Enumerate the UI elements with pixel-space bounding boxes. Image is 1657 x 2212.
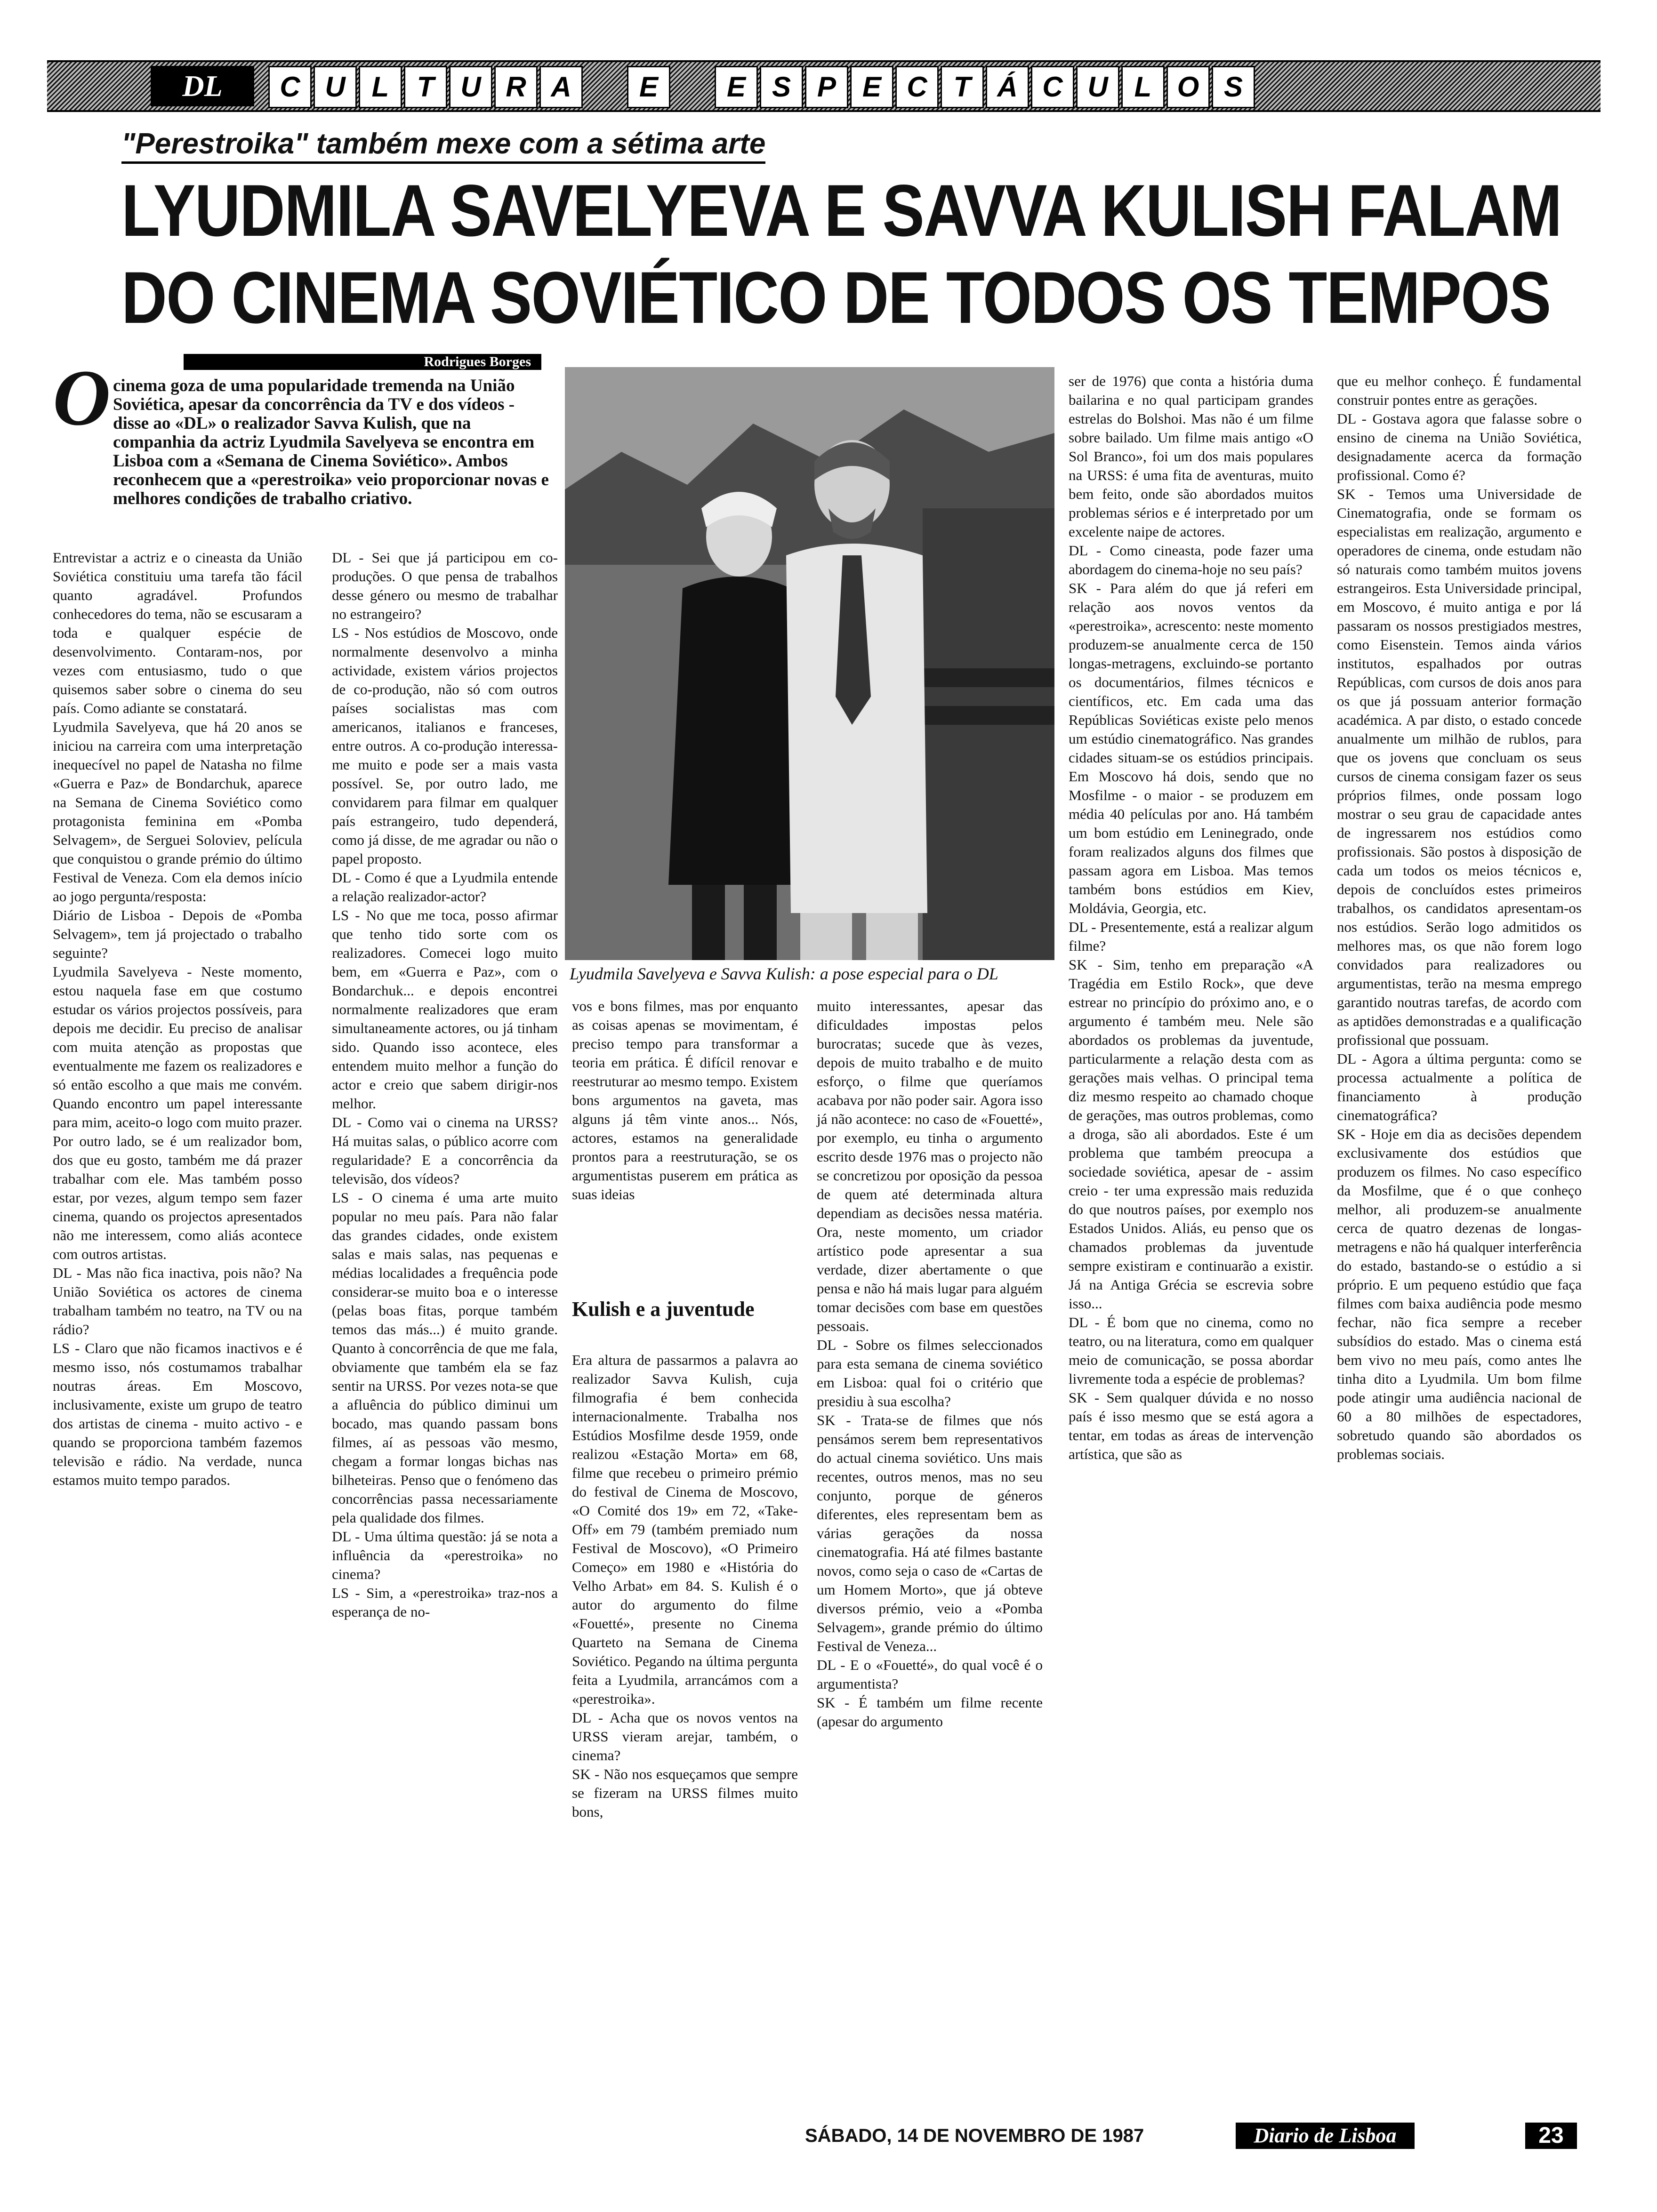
- section-letter: C: [268, 66, 312, 108]
- footer-masthead: Diario de Lisboa: [1236, 2123, 1415, 2149]
- column-6: que eu melhor conheço. É fundamental construir pontes entre as gerações. DL - Gostava agora que falasse sobre o ensino de cinema na União Soviética, designadamente acerca da formação profissional. Como é? SK - Temos uma Universidade de Cinematografia, onde se formam os especialistas em realização, argumento e operadores de cinema, onde estudam não só naturais como também muitos jovens estrangeiros. Esta Universidade principal, em Moscovo, é muito antiga e por lá passaram os nossos prestigiados mestres, como Eisenstein. Temos ainda vários institutos, espalhados por outras Repúblicas, com cursos de dois anos para os que já possuam anterior formação académica. A par disto, o estado concede anualmente um milhão de rublos, para que os jovens que concluam os seus cursos de cinema consigam fazer os seus próprios filmes, onde possam logo mostrar o seu grau de capacidade antes de ingressarem nos estúdios como profissionais. São postos à disposição de cada um todos os meios técnicos e, depois de concluídos estes primeiros trabalhos, os candidatos apresentam-os nos estúdios. Serão logo admitidos os melhores mas, os que não forem logo convidados para realizadores ou argumentistas, terão na mesma emprego garantido noutras tarefas, de acordo com as aptidões demonstradas e a qualificação profissional que possuam. DL - Agora a última pergunta: como se processa actualmente a política de financiamento à produção cinematográfica? SK - Hoje em dia as decisões dependem exclusivamente dos estúdios que produzem os filmes. No caso específico da Mosfilme, que é o que conheço melhor, ali produzem-se anualmente cerca de quatro dezenas de longas-metragens e não há qualquer interferência do estado, bastando-se o estúdio a si próprio. E um pequeno estúdio que faça filmes com baixa audiência pode mesmo fechar, não fica sempre a receber subsídios do estado. Mas o cinema está bem vivo no meu país, como antes lhe tinha dito a Lyudmila. Um bom filme pode atingir uma audiência nacional de 60 a 80 milhões de espectadores, sobretudo quando são abordados os problemas sociais.: [1337, 373, 1582, 1462]
- section-letter: U: [314, 66, 357, 108]
- article-photo: [565, 367, 1054, 960]
- subheading: Kulish e a juventude: [572, 1298, 755, 1321]
- section-letter: C: [1031, 66, 1074, 108]
- section-letter: L: [359, 66, 402, 108]
- section-letter: S: [760, 66, 803, 108]
- section-letter: C: [895, 66, 939, 108]
- section-letter: E: [715, 66, 758, 108]
- photo-illustration: [565, 367, 1054, 960]
- section-letter: P: [805, 66, 848, 108]
- section-letter: Á: [986, 66, 1029, 108]
- column-2: DL - Sei que já participou em co-produções. O que pensa de trabalhos desse género ou mesmo de trabalhar no estrangeiro? LS - Nos estúdios de Moscovo, onde normalmente desenvolvo a minha actividade, existem vários projectos de co-produção, não só com outros países socialistas mas com americanos, italianos e franceses, entre outros. A co-produção interessa-me muito e pode ser a mais vasta possível. Se, por outro lado, me convidarem para filmar em qualquer país estrangeiro, tudo dependerá, como já disse, de me agradar ou não o papel proposto. DL - Como é que a Lyudmila entende a relação realizador-actor? LS - No que me toca, posso afirmar que tenho tido sorte com os realizadores. Comecei logo muito bem, em «Guerra e Paz», com o Bondarchuk... e depois encontrei normalmente realizadores que eram simultaneamente actores, ou já tinham sido. Quando isso acontece, eles entendem muito melhor a função do actor e creio que sabem dirigir-nos melhor. DL - Como vai o cinema na URSS? Há muitas salas, o público acorre com regularidade? E a concorrência da televisão, dos vídeos? LS - O cinema é uma arte muito popular no meu país. Para não falar das grandes cidades, onde existem salas e mais salas, nas pequenas e médias localidades a frequência pode considerar-se muito boa e o interesse (pelas boas fitas, porque também temos das más...) é muito grande. Quanto à concorrência de que me fala, obviamente que também ela se faz sentir na URSS. Por vezes nota-se que a afluência do público diminui um bocado, mas quando passam bons filmes, aí as pessoas vão mesmo, chegam a formar longas bichas nas bilheteiras. Penso que o fenómeno das concorrências passa necessariamente pela qualidade dos filmes. DL - Uma última questão: já se nota a influência da «perestroika» no cinema? LS - Sim, a «perestroika» traz-nos a esperança de no-: [332, 549, 558, 1620]
- section-letter: U: [449, 66, 492, 108]
- photo-caption: Lyudmila Savelyeva e Savva Kulish: a pose especial para o DL: [570, 964, 998, 983]
- section-header: [47, 60, 1601, 112]
- column-3-bottom: Era altura de passarmos a palavra ao realizador Savva Kulish, cuja filmografia é bem conhecida internacionalmente. Trabalha nos Estúdios Mosfilme desde 1959, onde realizou «Estação Morta» em 68, filme que recebeu o primeiro prémio do festival de Cinema de Moscovo, «O Comité dos 19» em 72, «Take-Off» em 79 (também premiado num Festival de Moscovo), «O Primeiro Começo» em 1980 e «História do Velho Arbat» em 84. S. Kulish é o autor do argumento do filme «Fouetté», presente no Cinema Quarteto na Semana de Cinema Soviético. Pegando na última pergunta feita a Lyudmila, arrancámos com a «perestroika». DL - Acha que os novos ventos na URSS vieram arejar, também, o cinema? SK - Não nos esqueçamos que sempre se fizeram na URSS filmes muito bons,: [572, 1352, 798, 1820]
- lead-paragraph: cinema goza de uma popularidade tremenda na União Soviética, apesar da concorrência da TV e dos vídeos - disse ao «DL» o realizador Savva Kulish, que na companhia da actriz Lyudmila Savelyeva se encontra em Lisboa com a «Semana de Cinema Soviético». Ambos reconhecem que a «perestroika» veio proporcionar novas e melhores condições de trabalho criativo.: [113, 376, 549, 508]
- section-letter-gap: [585, 66, 625, 105]
- section-letter: S: [1212, 66, 1255, 108]
- section-letter-gap: [672, 66, 713, 105]
- footer-date: SÁBADO, 14 DE NOVEMBRO DE 1987: [805, 2125, 1144, 2146]
- section-letter: U: [1076, 66, 1119, 108]
- section-title-letters: [268, 66, 1255, 108]
- section-letter: L: [1121, 66, 1165, 108]
- column-4: muito interessantes, apesar das dificuldades impostas pelos burocratas; sucede que às vezes, depois de muito trabalho e de muito esforço, o filme que queríamos acabava por não poder sair. Agora isso já não acontece: no caso de «Fouetté», por exemplo, eu tinha o argumento escrito desde 1976 mas o projecto não se concretizou por oposição da pessoa de quem até determinada altura dependiam as decisões nessa matéria. Ora, neste momento, um criador artístico pode apresentar a sua verdade, dizer abertamente o que pensa e não há mais lugar para alguém tomar decisões com base em questões pessoais. DL - Sobre os filmes seleccionados para esta semana de cinema soviético em Lisboa: qual foi o critério que presidiu à sua escolha? SK - Trata-se de filmes que nós pensámos serem bem representativos do actual cinema soviético. Uns mais recentes, outros menos, mas no seu conjunto, porque de géneros diferentes, eles representam bem as várias gerações da nossa cinematografia. Há até filmes bastante novos, como seja o caso de «Cartas de um Homem Morto», que já obteve diversos prémio, veio a «Pomba Selvagem», grande prémio do último Festival de Veneza... DL - E o «Fouetté», do qual você é o argumentista? SK - É também um filme recente (apesar do argumento: [817, 998, 1043, 1730]
- section-letter: E: [850, 66, 893, 108]
- byline: Rodrigues Borges: [184, 354, 541, 370]
- section-letter: O: [1166, 66, 1210, 108]
- page-number: 23: [1525, 2123, 1577, 2149]
- section-letter: T: [941, 66, 984, 108]
- headline-line-2: DO CINEMA SOVIÉTICO DE TODOS OS TEMPOS: [121, 257, 1551, 339]
- dl-logo: DL: [151, 66, 254, 106]
- column-1: Entrevistar a actriz e o cineasta da União Soviética constituiu uma tarefa tão fácil quanto agradável. Profundos conhecedores do tema, não se escusaram a toda e qualquer espécie de desenvolvimento. Contaram-nos, por vezes com entusiasmo, tudo o que quisemos saber sobre o cinema do seu país. Como adiante se constatará. Lyudmila Savelyeva, que há 20 anos se iniciou na carreira com uma interpretação inequecível no papel de Natasha no filme «Guerra e Paz» de Bondarchuk, aparece na Semana de Cinema Soviético como protagonista feminina em «Pomba Selvagem», de Serguei Soloviev, película que conquistou o grande prémio do último Festival de Veneza. Com ela demos início ao jogo pergunta/resposta: Diário de Lisboa - Depois de «Pomba Selvagem», tem já projectado o trabalho seguinte? Lyudmila Savelyeva - Neste momento, estou naquela fase em que costumo estudar os vários projectos possíveis, para depois me decidir. Eu preciso de analisar com muita atenção as propostas que eventualmente me fazem os realizadores e só então escolho a que mais me convém. Quando encontro um papel interessante para mim, aceito-o logo com muito prazer. Por outro lado, se é um realizador bom, dos que eu gosto, também me dá prazer trabalhar com ele. Mas também posso estar, por vezes, algum tempo sem fazer cinema, quando os projectos apresentados não me interessem, como aliás acontece com outros artistas. DL - Mas não fica inactiva, pois não? Na União Soviética os actores de cinema trabalham também no teatro, na TV ou na rádio? LS - Claro que não ficamos inactivos e é mesmo isso, nós costumamos trabalhar noutras áreas. Em Moscovo, inclusivamente, existe um grupo de teatro dos artistas de cinema - muito activo - e quando se proporciona também fazemos televisão e rádio. Na verdade, nunca estamos muito tempo parados.: [53, 549, 302, 1488]
- section-letter: T: [404, 66, 447, 108]
- kicker: "Perestroika" também mexe com a sétima arte: [121, 129, 765, 164]
- drop-cap: O: [53, 353, 111, 442]
- section-letter: E: [627, 66, 670, 108]
- headline-line-1: LYUDMILA SAVELYEVA E SAVVA KULISH FALAM: [121, 170, 1561, 252]
- column-5: ser de 1976) que conta a história duma bailarina e no qual participam grandes estrelas do Bolshoi. Mas não é um filme sobre bailado. Um filme mais antigo «O Sol Branco», foi um dos mais populares na URSS: é uma fita de aventuras, muito bem feito, onde são abordados muitos problemas sérios e é interpretado por um excelente naipe de actores. DL - Como cineasta, pode fazer uma abordagem do cinema-hoje no seu país? SK - Para além do que já referi em relação aos novos ventos da «perestroika», acrescento: neste momento produzem-se anualmente cerca de 150 longas-metragens, excluindo-se portanto os documentários, filmes técnicos e científicos, etc. Em cada uma das Repúblicas Soviéticas existe pelo menos um estúdio cinematográfico. Nas grandes cidades situam-se os estúdios principais. Em Moscovo há dois, sendo que no Mosfilme - o maior - se produzem em média 40 películas por ano. Há também um bom estúdio em Leninegrado, onde foram realizados alguns dos filmes que passam agora em Lisboa. Mas temos também bons estúdios em Kiev, Moldávia, Georgia, etc. DL - Presentemente, está a realizar algum filme? SK - Sim, tenho em preparação «A Tragédia em Estilo Rock», que deve estrear no princípio do próximo ano, e o argumento é também meu. Nele são abordados os problemas da juventude, particularmente a relação desta com as gerações mais velhas. O principal tema diz mesmo respeito ao chamado choque de gerações, mas outros problemas, como a droga, são ali abordados. Este é um problema que também preocupa a sociedade soviética, apesar de - assim creio - ter uma expressão mais reduzida do que noutros países, por exemplo nos Estados Unidos. Aliás, eu penso que os chamados problemas da juventude sempre existiram e continuarão a existir. Já na Antiga Grécia se escrevia sobre isso... DL - É bom que no cinema, como no teatro, ou na literatura, como em qualquer meio de comunicação, se possa abordar livremente toda a espécie de problemas? SK - Sem qualquer dúvida e no nosso país é isso mesmo que se está agora a tentar, em todas as áreas de intervenção artística, que são as: [1069, 373, 1313, 1462]
- column-3-top: vos e bons filmes, mas por enquanto as coisas apenas se movimentam, é preciso tempo para transformar a teoria em prática. É difícil renovar e reestruturar ao mesmo tempo. Existem bons argumentos na gaveta, mas alguns já têm vinte anos... Nós, actores, estamos na generalidade prontos para a reestruturação, se os argumentistas puserem em prática as suas ideias: [572, 998, 798, 1202]
- section-letter: R: [494, 66, 538, 108]
- section-letter: A: [539, 66, 583, 108]
